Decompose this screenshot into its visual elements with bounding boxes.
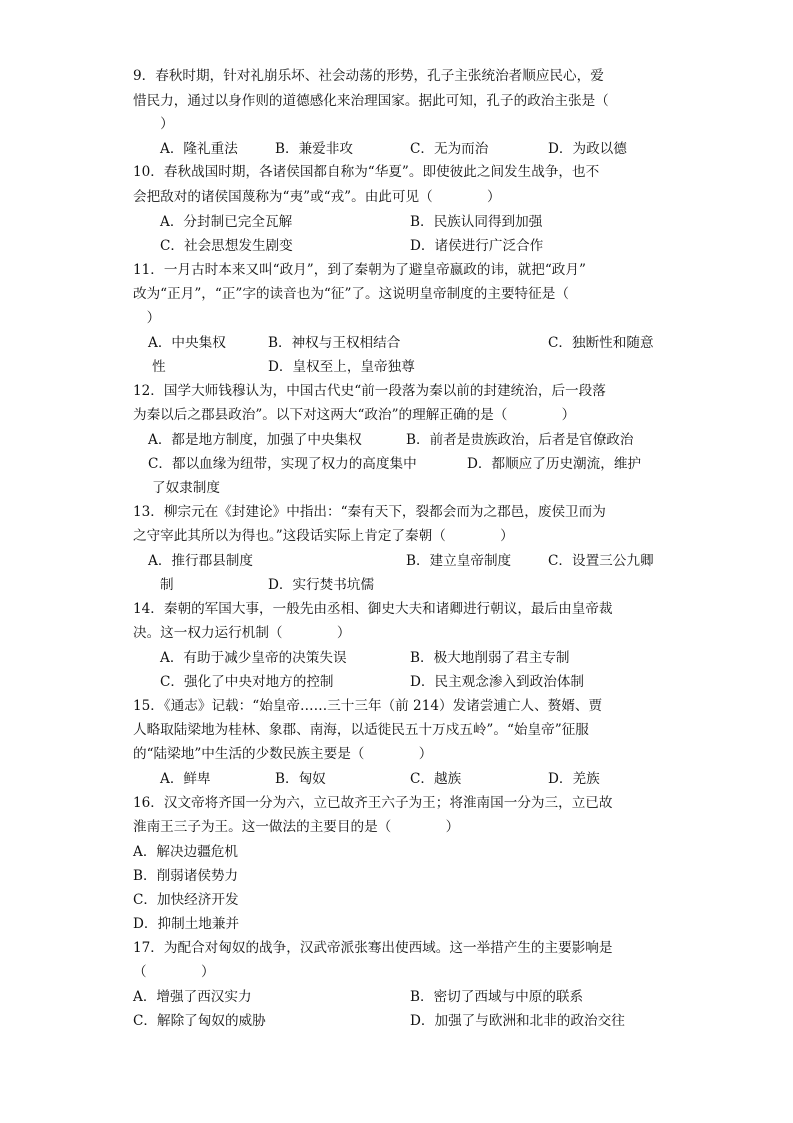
option-d-continuation: 了奴隶制度 [152, 480, 220, 496]
option-b[interactable]: B．前者是贵族政治，后者是官僚政治 [406, 432, 634, 448]
question-text-line: 15．《通志》记载：“始皇帝……三十三年（前 214）发诸尝逋亡人、赘婿、贾 [133, 698, 603, 714]
option-a[interactable]: A．鲜卑 [160, 771, 211, 787]
option-a[interactable]: A．分封制已完全瓦解 [160, 214, 293, 230]
option-a[interactable]: A．隆礼重法 [160, 141, 238, 157]
question-text-line: 惜民力，通过以身作则的道德感化来治理国家。据此可知，孔子的政治主张是（ [133, 93, 609, 109]
option-b[interactable]: B．匈奴 [275, 771, 326, 787]
question-text-line: 会把敌对的诸侯国蔑称为“夷”或“戎”。由此可见（ ） [133, 189, 501, 205]
question-text-line: 10．春秋战国时期，各诸侯国都自称为“华夏”。即使彼此之间发生战争，也不 [133, 164, 600, 180]
option-d[interactable]: D．羌族 [548, 771, 600, 787]
option-c[interactable]: C．都以血缘为纽带，实现了权力的高度集中 [148, 456, 417, 472]
option-a[interactable]: A．推行郡县制度 [148, 553, 253, 569]
question-text-line: 决。这一权力运行机制（ ） [133, 625, 351, 641]
option-b[interactable]: B．建立皇帝制度 [406, 553, 512, 569]
question-text-line: 之守宰此其所以为得也。”这段话实际上肯定了秦朝（ ） [133, 528, 514, 544]
question-text-line: 16．汉文帝将齐国一分为六，立已故齐王六子为王；将淮南国一分为三，立已故 [133, 795, 613, 811]
question-text-line: 14．秦朝的军国大事，一般先由丞相、御史大夫和诸卿进行朝议，最后由皇帝裁 [133, 601, 613, 617]
question-text-line: 改为“正月”，“正”字的读音也为“征”了。这说明皇帝制度的主要特征是（ [133, 286, 569, 302]
option-c[interactable]: C．设置三公九卿 [548, 553, 654, 569]
option-c[interactable]: C．社会思想发生剧变 [160, 238, 293, 254]
option-b[interactable]: B．兼爱非攻 [275, 141, 353, 157]
question-text-line: 17．为配合对匈奴的战争，汉武帝派张骞出使西域。这一举措产生的主要影响是 [133, 940, 613, 956]
question-text-line: 为秦以后之郡县政治”。以下对这两大“政治”的理解正确的是（ ） [133, 407, 576, 423]
option-d[interactable]: D．皇权至上，皇帝独尊 [268, 359, 415, 375]
option-c[interactable]: C．加快经济开发 [133, 892, 239, 908]
option-c[interactable]: C．强化了中央对地方的控制 [160, 674, 334, 690]
option-b[interactable]: B．削弱诸侯势力 [133, 868, 239, 884]
question-text-line: ） [133, 116, 174, 132]
question-text-line: 的“陆梁地”中生活的少数民族主要是（ ） [133, 746, 433, 762]
option-b[interactable]: B．密切了西域与中原的联系 [410, 989, 584, 1005]
option-d[interactable]: D．诸侯进行广泛合作 [410, 238, 544, 254]
option-d[interactable]: D．实行焚书坑儒 [268, 577, 375, 593]
option-c[interactable]: C．解除了匈奴的威胁 [133, 1013, 266, 1029]
option-d[interactable]: D．加强了与欧洲和北非的政治交往 [410, 1013, 625, 1029]
question-text-line: ） [133, 310, 161, 326]
option-b[interactable]: B．民族认同得到加强 [410, 214, 543, 230]
option-d[interactable]: D．抑制土地兼并 [133, 916, 240, 932]
option-c[interactable]: C．独断性和随意 [548, 335, 654, 351]
option-a[interactable]: A．增强了西汉实力 [133, 989, 252, 1005]
option-d[interactable]: D．都顺应了历史潮流，维护 [467, 456, 642, 472]
option-a[interactable]: A．都是地方制度，加强了中央集权 [148, 432, 362, 448]
option-b[interactable]: B．极大地削弱了君主专制 [410, 650, 570, 666]
option-a[interactable]: A．解决边疆危机 [133, 844, 238, 860]
question-text-line: 淮南王三子为王。这一做法的主要目的是（ ） [133, 819, 460, 835]
option-c[interactable]: C．越族 [410, 771, 462, 787]
option-c[interactable]: C．无为而治 [410, 141, 489, 157]
option-d[interactable]: D．为政以德 [548, 141, 627, 157]
question-text-line: 9．春秋时期，针对礼崩乐坏、社会动荡的形势，孔子主张统治者顺应民心，爱 [133, 68, 604, 84]
option-c-continuation: 性 [152, 359, 166, 375]
option-d[interactable]: D．民主观念渗入到政治体制 [410, 674, 585, 690]
question-text-line: （ ） [133, 964, 215, 980]
option-a[interactable]: A．中央集权 [148, 335, 226, 351]
question-text-line: 13．柳宗元在《封建论》中指出：“秦有天下，裂都会而为之郡邑，废侯卫而为 [133, 504, 606, 520]
question-text-line: 人略取陆梁地为桂林、象郡、南海，以适徙民五十万戍五岭”。“始皇帝”征服 [133, 722, 589, 738]
option-b[interactable]: B．神权与王权相结合 [268, 335, 401, 351]
option-c-continuation: 制 [160, 577, 174, 593]
option-a[interactable]: A．有助于减少皇帝的决策失误 [160, 650, 347, 666]
question-text-line: 12．国学大师钱穆认为，中国古代史“前一段落为秦以前的封建统治，后一段落 [133, 383, 606, 399]
question-text-line: 11．一月古时本来又叫“政月”，到了秦朝为了避皇帝嬴政的讳，就把“政月” [133, 262, 586, 278]
